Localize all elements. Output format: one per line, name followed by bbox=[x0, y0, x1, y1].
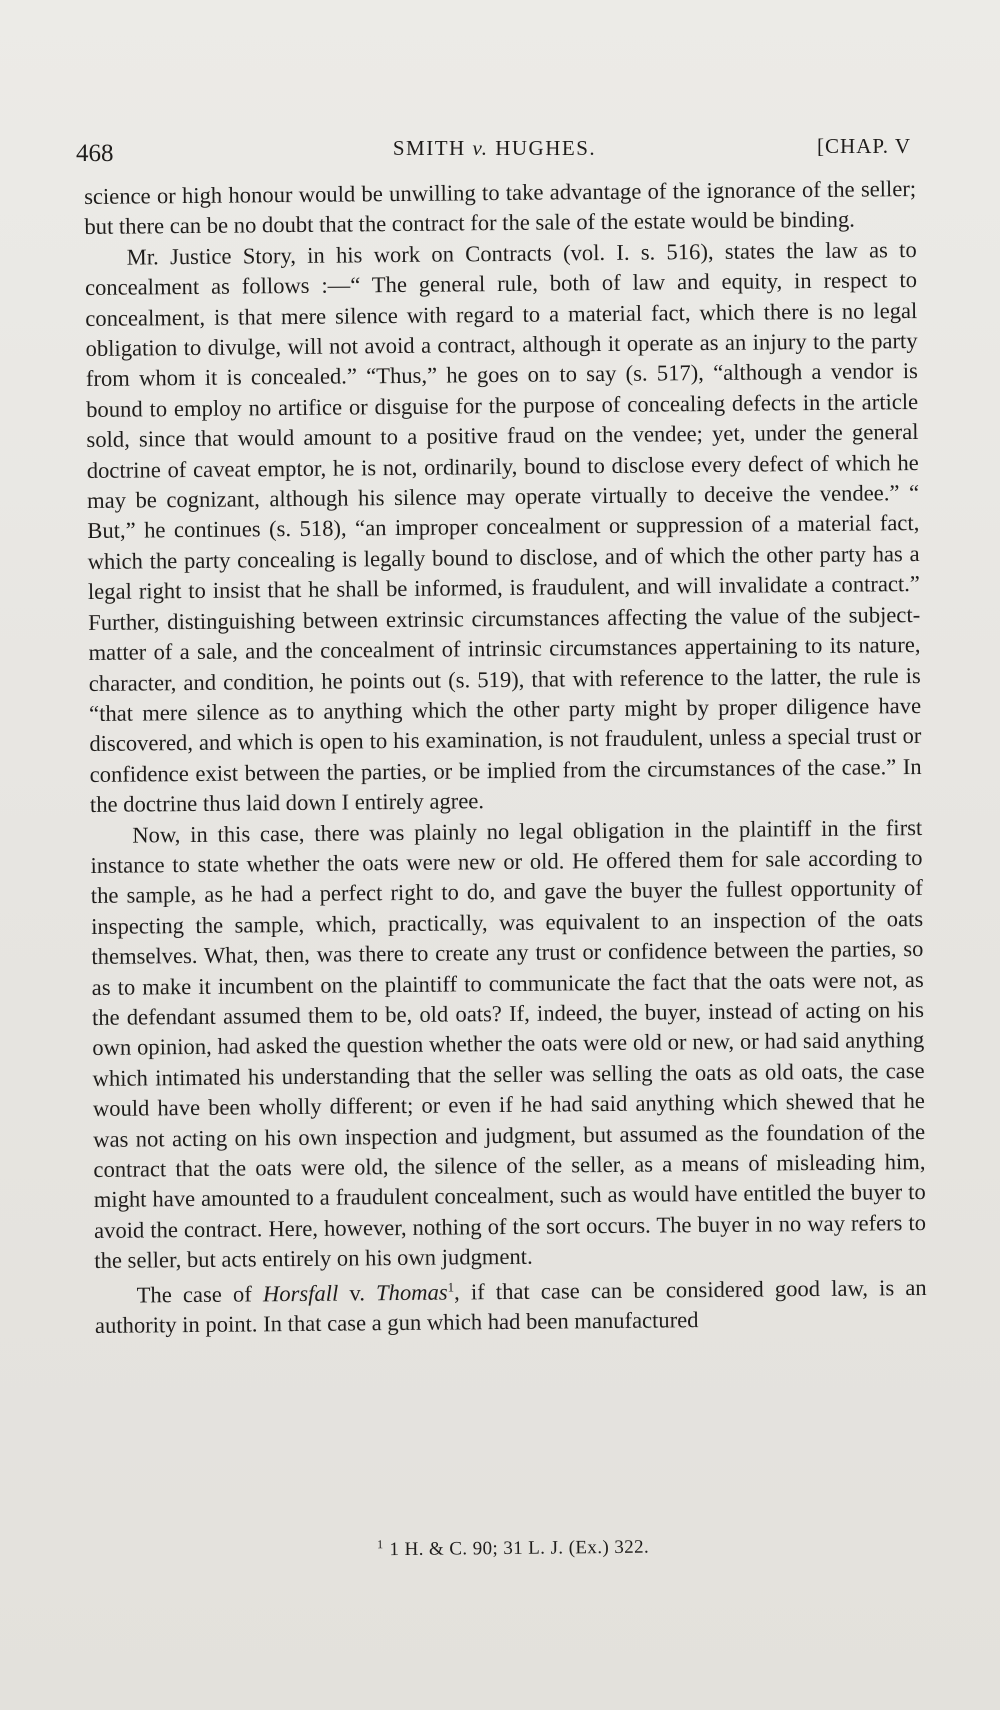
paragraph-horsfall-intro: The case of bbox=[136, 1280, 264, 1308]
body-text bbox=[84, 174, 927, 1561]
case-name-thomas: Thomas bbox=[375, 1279, 448, 1305]
running-title-right: HUGHES. bbox=[495, 136, 597, 160]
running-title-left: SMITH bbox=[392, 136, 466, 160]
paragraph-horsfall bbox=[95, 1273, 928, 1342]
page-number: 468 bbox=[76, 140, 114, 167]
running-head bbox=[72, 128, 917, 168]
paragraph-now: Now, in this case, there was plainly no legal obligation in the plaintiff in the first instance to state whether the oats were new or old. He offered them for sale according to the sample, as he had a perfect right to do, and gave the buyer the fullest opportunity of inspecting the sample, which, practically, was equivalent to an inspection of the oats themselves. What, then, was there to create any trust or confidence between the parties, so as to make it incumbent on the plaintiff to communicate the fact that the oats were not, as the defendant assumed them to be, old oats? If, indeed, the buyer, instead of acting on his own opinion, had asked the question whether the oats were old or new, or had said anything which intimated his understanding that the seller was selling the oats as old oats, the case would have been wholly different; or even if he had said anything which shewed that he was not acting on his own inspection and judgment, but assumed as the foundation of the contract that the oats were old, the silence of the seller, as a means of misleading him, might have amounted to a fraudulent concealment, such as would have entitled the buyer to avoid the contract. Here, however, nothing of the sort occurs. The buyer in no way refers to the seller, but acts entirely on his own judgment. bbox=[90, 814, 927, 1274]
running-title bbox=[72, 136, 917, 161]
running-title-versus: v. bbox=[472, 136, 489, 160]
footnote-number: 1 bbox=[376, 1537, 384, 1552]
paragraph-horsfall-rest: , if that case can be considered good law, is an authority in point. In that case a gun which had been manufactured bbox=[94, 1274, 927, 1338]
paragraph-continued: science or high honour would be unwilling to take advantage of the ignorance of the seller; but there can be no doubt that the contract for the sale of the estate would be binding. bbox=[84, 176, 917, 240]
footnote-marker: 1 bbox=[447, 1279, 455, 1295]
chapter-label: [CHAP. V bbox=[817, 134, 911, 158]
case-name-horsfall: Horsfall bbox=[262, 1280, 339, 1306]
footnote bbox=[97, 1530, 929, 1568]
footnote-text: 1 H. & C. 90; 31 L. J. (Ex.) 322. bbox=[389, 1536, 650, 1561]
paragraph-story: Mr. Justice Story, in his work on Contracts (vol. I. s. 516), states the law as to concealment as follows :—“ The general rule, both of law and equity, in respect to concealment, is that mere silence with regard to a material fact, which there is no legal obligation to divulge, will not avoid a contract, although it operate as an injury to the party from whom it is concealed.” “Thus,” he goes on to say (s. 517), “although a vendor is bound to employ no artifice or disguise for the purpose of concealing defects in the article sold, since that would amount to a positive fraud on the vendee; yet, under the general doctrine of caveat emptor, he is not, ordinarily, bound to disclose every defect of which he may be cognizant, although his silence may operate virtually to deceive the vendee.” “ But,” he continues (s. 518), “an improper concealment or suppression of a material fact, which the party concealing is legally bound to disclose, and of which the other party has a legal right to insist that he shall be informed, is fraudulent, and will invalidate a contract.” Further, distinguishing between extrinsic circumstances affecting the value of the subject-matter of a sale, and the concealment of intrinsic circumstances appertaining to its nature, character, and condition, he points out (s. 519), that with reference to the latter, the rule is “that mere silence as to anything which the other party might by proper diligence have discovered, and which is open to his examination, is not fraudulent, unless a special trust or confidence exist between the parties, or be implied from the circumstances of the case.” In the doctrine thus laid down I entirely agree. bbox=[84, 236, 922, 818]
case-versus: v. bbox=[338, 1279, 377, 1306]
